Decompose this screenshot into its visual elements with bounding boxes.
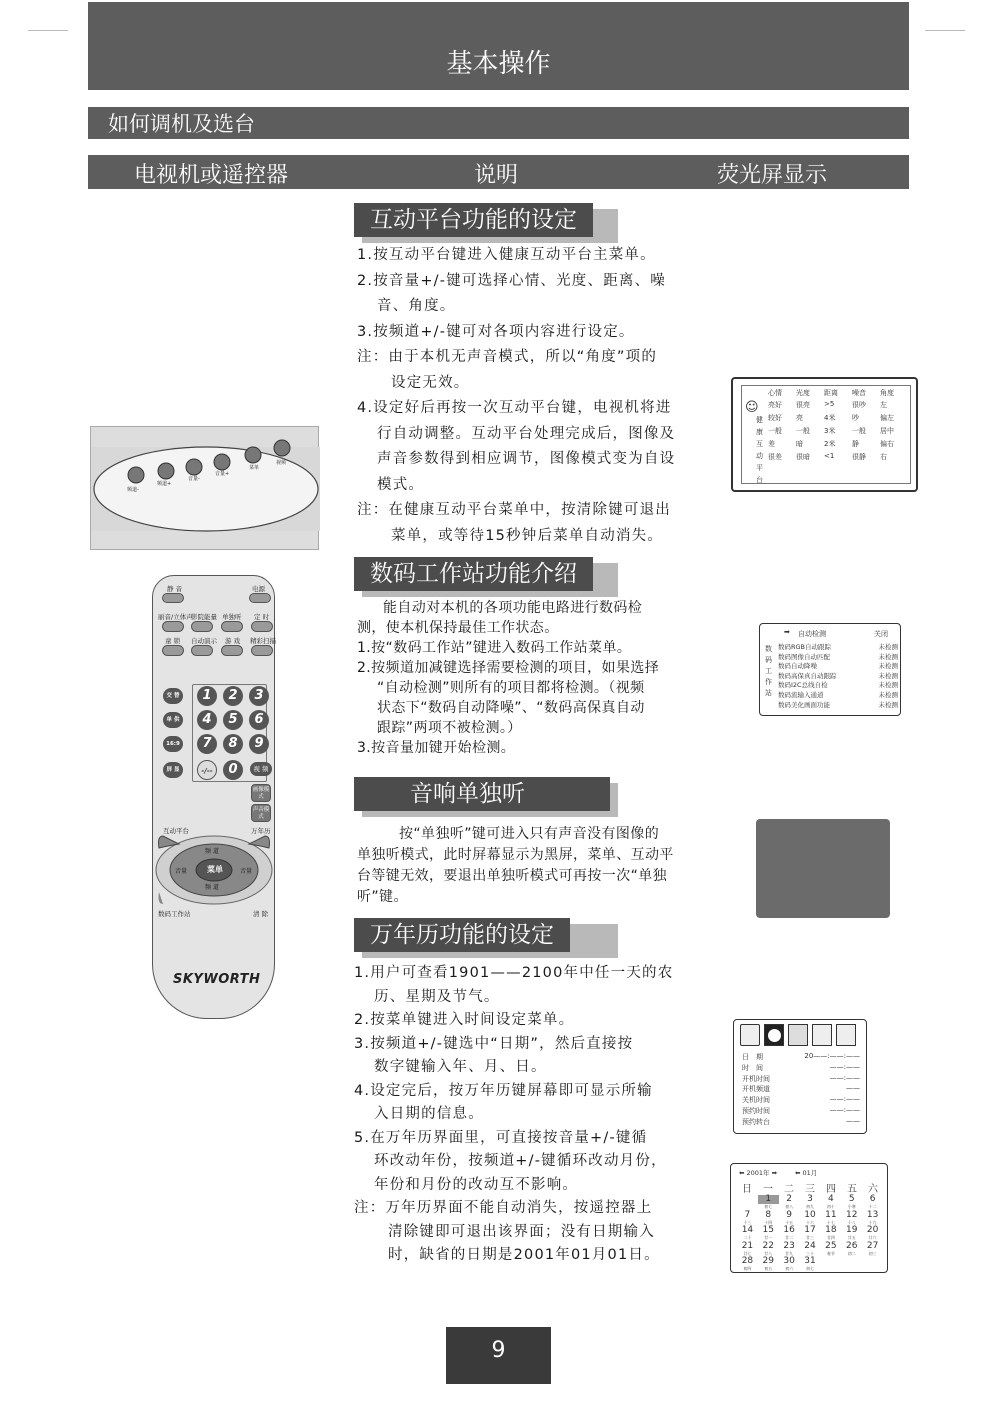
digital-items-list: [778, 642, 898, 709]
panel-button-label: 音量-: [188, 476, 200, 482]
table-cell: 吵: [852, 414, 859, 422]
digit-key[interactable]: 1: [197, 686, 217, 706]
remote-left-key[interactable]: 单 供: [163, 712, 183, 728]
table-cell: 偏左: [880, 414, 894, 422]
calendar-day-number: 6: [869, 1194, 876, 1204]
list-item: [742, 1052, 860, 1063]
table-header-cell: 光度: [796, 389, 810, 397]
screen-side-label: 健康互动平台: [756, 416, 763, 484]
calendar-lunar-label: 小寒: [847, 1204, 856, 1209]
calendar-weekday: 四: [826, 1184, 836, 1195]
calendar-day-cell: [737, 1211, 758, 1227]
calendar-day-cell: [820, 1226, 841, 1242]
calendar-weekdays: [737, 1180, 883, 1195]
calendar-day-cell: [779, 1242, 800, 1258]
calendar-day-cell: [758, 1257, 779, 1273]
panel-button-label: 菜单: [249, 465, 260, 471]
calendar-day-number: 11: [825, 1209, 837, 1220]
page-number: 9: [446, 1327, 551, 1384]
panel-button-label: 音量+: [215, 471, 230, 477]
list-item-status: 未检测: [878, 700, 898, 709]
calendar-day-number: 20: [866, 1225, 879, 1235]
panel-button[interactable]: [245, 447, 261, 463]
time-row-value: ——: [846, 1116, 860, 1125]
table-cell: 暗: [796, 440, 803, 448]
list-item-label: 数码自动降噪: [778, 662, 817, 671]
section-calendar-text: 1.用户可查看1901——2100年中任一天的农 历、星期及节气。 2.按菜单键进入时间设定菜单。 3.按频道+/-键选中“日期”，然后直接按 数字键输入年、月、日。 4.设定完后，按万年历键屏幕即可显示所输 入日期的信息。 5.在万年历界面里，可直接按音量+/-键循 环改动年份，按频道+/-键循环改动月份， 年份和月份的改动互不影响。 注：万年历界面不能自动消失，按遥控器上 清除键即可退出该界面；没有日期输入 时，缺省的日期是2001年01月01日。: [354, 965, 674, 1263]
digit-key[interactable]: 4: [197, 710, 217, 730]
calendar-day-cell: [862, 1226, 883, 1242]
calendar-day-cell: [737, 1226, 758, 1242]
audio-only-button[interactable]: [221, 621, 243, 632]
calendar-day-number: 3: [807, 1194, 813, 1204]
calendar-lunar-label: 初四: [743, 1266, 752, 1271]
calendar-day-cell: [841, 1257, 862, 1273]
channel-up-label: 频 道: [205, 848, 219, 855]
panel-button-label: 频道-: [127, 487, 139, 493]
time-row-value: ——:——: [829, 1095, 860, 1104]
list-item-status: 未检测: [878, 643, 898, 651]
list-item: [778, 700, 898, 710]
screen-calendar: [730, 1163, 888, 1273]
calendar-day-number: 10: [804, 1209, 816, 1220]
screen-interactive-platform: [731, 377, 918, 492]
list-item-status: 未检测: [878, 652, 898, 661]
column-header-screen: 荧光屏显示: [717, 163, 828, 188]
calendar-day-number: 31: [804, 1256, 816, 1266]
calendar-day-cell: [800, 1195, 821, 1211]
time-row-value: ——:——: [829, 1105, 860, 1114]
crop-mark-right: [925, 30, 965, 31]
calendar-day-cell: [758, 1195, 779, 1211]
list-item-label: 数码I2C总线自检: [778, 681, 828, 690]
calendar-day-number: 23: [783, 1240, 795, 1251]
clear-label: 清 除: [253, 910, 269, 918]
digit-key[interactable]: 8: [223, 734, 243, 754]
scan-button[interactable]: [251, 645, 273, 656]
calendar-month: ⬅ 01月: [795, 1169, 818, 1177]
time-row-value: ——: [846, 1084, 860, 1093]
table-cell: 居中: [880, 427, 894, 435]
time-row-label: 日 期: [742, 1053, 763, 1061]
interactive-table-header: [768, 388, 910, 400]
section-bar: [88, 107, 909, 139]
calendar-lunar-label: 初五: [764, 1266, 773, 1271]
panel-button[interactable]: [214, 454, 230, 470]
calendar-weekday: 一: [763, 1184, 773, 1195]
table-cell: 亮好: [768, 401, 782, 409]
calendar-day-number: 9: [786, 1209, 792, 1220]
table-cell: 一般: [768, 427, 782, 435]
calendar-day-number: 29: [762, 1256, 774, 1266]
calendar-day-cell: [800, 1257, 821, 1273]
page-title-bar: [88, 2, 909, 90]
calendar-day-cell: [800, 1242, 821, 1258]
calendar-day-cell: [779, 1257, 800, 1273]
remote-left-key[interactable]: 交 替: [163, 688, 183, 704]
arrow-right-icon: ➡: [784, 628, 790, 636]
calendar-day-cell: [862, 1211, 883, 1227]
calendar-day-cell: [841, 1226, 862, 1242]
demo-button[interactable]: [191, 645, 213, 656]
calendar-weekday: 五: [847, 1184, 857, 1195]
digit-key[interactable]: 5: [223, 710, 243, 730]
calendar-lunar-label: 初六: [785, 1266, 794, 1271]
table-header-cell: 距离: [824, 389, 838, 397]
calendar-lunar-label: 十八: [847, 1219, 856, 1225]
table-row: [768, 400, 910, 413]
mute-button[interactable]: [162, 593, 184, 603]
clock-icon: [764, 1024, 784, 1046]
time-row-value: 20——:——:——: [804, 1052, 860, 1060]
calendar-day-number: 17: [804, 1225, 816, 1235]
table-cell: 一般: [796, 427, 810, 435]
sound-mode-button[interactable]: 声音模式: [251, 804, 271, 822]
list-item-status: 未检测: [878, 690, 898, 699]
calendar-day-number: 7: [744, 1209, 751, 1220]
time-row-label: 时 间: [742, 1063, 763, 1072]
table-cell: 偏右: [880, 440, 894, 448]
list-item: [742, 1063, 860, 1074]
calendar-day-cell: [862, 1257, 883, 1273]
time-settings-list: [742, 1052, 860, 1128]
tv-icon: [740, 1024, 760, 1046]
digit-key[interactable]: 9: [249, 734, 269, 754]
calendar-day-number: 19: [845, 1225, 858, 1235]
calendar-lunar-label: 初八: [785, 1204, 794, 1209]
calendar-day-cell: [820, 1242, 841, 1258]
panel-button-label: 频道+: [157, 481, 172, 487]
table-cell: 差: [768, 440, 775, 448]
table-cell: <1: [824, 452, 835, 460]
crop-mark-left: [28, 30, 68, 31]
calendar-year: ⬅ 2001年 ➡: [739, 1169, 778, 1177]
remote-label: 自动演示: [191, 637, 217, 645]
calendar-day-cell: [841, 1242, 862, 1258]
table-cell: 亮: [796, 414, 803, 422]
time-row-label: 预约转台: [742, 1117, 770, 1126]
list-item: [778, 652, 898, 662]
remote-label: 丽音/立体声: [158, 613, 193, 621]
calendar-weekday: 三: [805, 1184, 815, 1195]
panel-button-label: 视频: [276, 460, 287, 466]
table-cell: 右: [880, 453, 887, 461]
picture-mode-button[interactable]: 画像模式: [251, 784, 271, 802]
calendar-day-cell: [758, 1226, 779, 1242]
calendar-lunar-label: 三十: [805, 1250, 814, 1256]
digit-key[interactable]: 0: [223, 760, 243, 780]
list-item: [778, 661, 898, 671]
column-header-description: 说明: [474, 163, 519, 188]
calendar-day-number: 16: [783, 1225, 795, 1235]
calendar-day-cell: [862, 1242, 883, 1258]
calendar-weekday: 日: [742, 1184, 752, 1195]
calendar-day-number: 27: [866, 1240, 879, 1251]
calendar-day-cell: [737, 1195, 758, 1211]
remote-label: 定 时: [254, 613, 270, 621]
calendar-day-cell: [820, 1195, 841, 1211]
menu-label: 菜单: [207, 865, 223, 874]
picture-icon: [788, 1024, 808, 1046]
calendar-day-number: 25: [825, 1240, 837, 1251]
list-item: [742, 1117, 860, 1128]
calendar-day-number: 2: [786, 1194, 792, 1204]
table-header-cell: 噪音: [852, 389, 866, 397]
calendar-day-cell: [841, 1211, 862, 1227]
digit-key[interactable]: -/--: [197, 760, 217, 780]
calendar-day-cell: [779, 1211, 800, 1227]
table-cell: 很暗: [796, 453, 810, 461]
calendar-lunar-label: 二十: [743, 1235, 752, 1240]
column-header: [88, 155, 909, 189]
calendar-day-cell: [758, 1211, 779, 1227]
calendar-lunar-label: 初三: [868, 1250, 877, 1256]
calendar-lunar-label: 廿八: [764, 1250, 773, 1256]
panel-button[interactable]: [128, 467, 144, 483]
time-row-value: ——:——: [829, 1073, 860, 1082]
calendar-day-number: 21: [741, 1240, 754, 1251]
calendar-lunar-label: 廿五: [847, 1235, 856, 1240]
digit-key[interactable]: 2: [223, 686, 243, 706]
calendar-day-number: 1: [758, 1195, 779, 1204]
screen-digital-station: [759, 623, 901, 716]
table-cell: 2米: [824, 440, 836, 448]
table-cell: 一般: [852, 427, 866, 435]
calendar-day-number: 12: [845, 1209, 858, 1220]
calendar-day-number: 18: [825, 1225, 837, 1235]
list-item-status: 未检测: [878, 662, 898, 671]
calendar-lunar-label: 初九: [805, 1204, 814, 1209]
volume-up-label: 音量: [240, 868, 253, 875]
list-item: [778, 671, 898, 681]
time-row-value: ——:——: [829, 1062, 860, 1071]
calendar-day-number: 28: [741, 1256, 754, 1266]
time-row-label: 开机频道: [742, 1085, 770, 1094]
calendar-lunar-label: 廿六: [868, 1235, 877, 1240]
calendar-day-cell: [737, 1242, 758, 1258]
calendar-day-cell: [737, 1257, 758, 1273]
calendar-lunar-label: 十二: [868, 1204, 877, 1209]
calendar-lunar-label: 廿七: [743, 1250, 752, 1256]
interactive-table: [768, 388, 910, 465]
calendar-lunar-label: 廿四: [826, 1235, 835, 1240]
list-item: [742, 1084, 860, 1095]
time-row-label: 预约时间: [742, 1106, 770, 1115]
stereo-button[interactable]: [162, 621, 184, 632]
table-header-cell: 心情: [768, 389, 782, 397]
calendar-lunar-label: 初十: [826, 1204, 835, 1209]
remote-label: 童 锁: [165, 637, 181, 645]
child-lock-button[interactable]: [162, 645, 184, 656]
calendar-lunar-label: 十三: [743, 1219, 752, 1225]
remote-control: [152, 575, 275, 1019]
digital-top-status: 关闭: [874, 630, 888, 638]
time-row-label: 关机时间: [742, 1096, 770, 1105]
list-item: [778, 642, 898, 652]
calendar-day-cell: [758, 1242, 779, 1258]
calendar-lunar-label: 十九: [868, 1219, 877, 1225]
calendar-lunar-label: 廿一: [764, 1235, 773, 1240]
table-cell: 3米: [824, 427, 836, 435]
panel-button[interactable]: [186, 459, 202, 475]
volume-down-label: 音量: [175, 868, 188, 875]
calendar-day-number: 24: [804, 1240, 816, 1251]
list-item: [742, 1106, 860, 1117]
calendar-grid: [737, 1195, 883, 1273]
power-button[interactable]: [249, 593, 271, 603]
calendar-day-cell: [862, 1195, 883, 1211]
antenna-icon: [812, 1024, 832, 1046]
list-item-label: 数码RGB自动跟踪: [778, 643, 832, 651]
screen-time-settings: [733, 1019, 867, 1134]
calendar-day-cell: [800, 1226, 821, 1242]
list-item: [778, 690, 898, 700]
calendar-lunar-label: 廿九: [785, 1250, 794, 1256]
column-header-device: 电视机或遥控器: [134, 163, 289, 188]
game-button[interactable]: [221, 645, 243, 656]
remote-label: 精彩扫描: [250, 637, 276, 645]
table-cell: 很吵: [852, 401, 866, 409]
table-cell: 很亮: [796, 401, 810, 409]
interactive-label: 互动平台: [163, 827, 189, 835]
digit-key[interactable]: 7: [197, 734, 217, 754]
calendar-day-number: 5: [848, 1194, 855, 1204]
calendar-label: 万年历: [251, 827, 271, 835]
brand-logo: SKYWORTH: [173, 972, 261, 987]
table-row: [768, 426, 910, 439]
panel-button[interactable]: [158, 463, 174, 479]
calendar-lunar-label: 十四: [764, 1219, 773, 1225]
page-subtitle: 如何调机及选台: [108, 112, 255, 136]
calendar-day-cell: [800, 1211, 821, 1227]
calendar-lunar-label: 初七: [805, 1266, 814, 1271]
calendar-lunar-label: 廿二: [785, 1235, 794, 1240]
section-audio-only-text: 按“单独听”键可进入只有声音没有图像的 单独听模式，此时屏幕显示为黑屏，菜单、互动平 台等键无效，要退出单独听模式可再按一次“单独 听”键。: [357, 826, 674, 905]
table-cell: 较好: [768, 414, 782, 422]
digital-station-label: 数码工作站: [158, 910, 191, 918]
calendar-day-cell: [779, 1195, 800, 1211]
calendar-day-number: 30: [783, 1256, 795, 1266]
list-item-label: 数码美化画面功能: [778, 700, 830, 709]
power-label: 电源: [252, 585, 265, 593]
calendar-day-cell: [820, 1257, 841, 1273]
remote-left-key[interactable]: 屏 显: [163, 762, 183, 778]
screen-black: [756, 819, 890, 918]
calendar-day-cell: [820, 1211, 841, 1227]
channel-down-label: 频 道: [205, 884, 219, 891]
calendar-weekday: 二: [784, 1184, 794, 1195]
table-row: [768, 439, 910, 452]
equalizer-icon: [836, 1024, 856, 1046]
table-cell: 左: [880, 401, 887, 409]
calendar-day-number: 8: [765, 1209, 772, 1220]
mute-label: 静 音: [167, 585, 183, 593]
list-item: [742, 1095, 860, 1106]
table-cell: 静: [852, 440, 859, 448]
calendar-lunar-label: 初二: [847, 1250, 856, 1256]
calendar-lunar-label: 十六: [805, 1219, 814, 1225]
calendar-weekday: 六: [868, 1184, 878, 1195]
calendar-day-cell: [779, 1226, 800, 1242]
calendar-lunar-label: 初七: [764, 1204, 773, 1209]
time-row-label: 开机时间: [742, 1074, 770, 1083]
list-item-label: 数码高保真自动跟踪: [778, 671, 837, 680]
table-header-cell: 角度: [880, 389, 894, 397]
cinema-button[interactable]: [191, 621, 213, 632]
calendar-day-number: 26: [845, 1240, 858, 1251]
calendar-day-cell: [841, 1195, 862, 1211]
page-title: 基本操作: [446, 48, 551, 79]
digital-top-item: 自动检测: [798, 630, 826, 638]
table-row: [768, 452, 910, 465]
digit-key[interactable]: 3: [249, 686, 269, 706]
timer-button[interactable]: [251, 621, 273, 632]
calendar-lunar-label: 十五: [785, 1219, 794, 1225]
list-item-status: 未检测: [878, 681, 898, 690]
digit-key[interactable]: 6: [249, 710, 269, 730]
panel-button[interactable]: [274, 440, 290, 456]
table-row: [768, 413, 910, 426]
section-interactive-text: 1.按互动平台键进入健康互动平台主菜单。 2.按音量+/-键可选择心情、光度、距离、噪 音、角度。 3.按频道+/-键可对各项内容进行设定。 注：由于本机无声音模式，所以“角度”项的 设定无效。 4.设定好后再按一次互动平台键，电视机将进 行自动调整。互动平台处理完成后，图像及 声音参数得到相应调节，图像模式变为自设 模式。 注：在健康互动平台菜单中，按清除键可退出 菜单，或等待15秒钟后菜单自动消失。: [357, 247, 676, 544]
calendar-day-number: 13: [866, 1209, 879, 1220]
calendar-lunar-label: 十七: [826, 1219, 835, 1225]
list-item: [742, 1074, 860, 1085]
menu-icon-row: [740, 1024, 860, 1049]
remote-left-key[interactable]: 16:9: [163, 736, 183, 752]
calendar-day-number: 14: [741, 1225, 754, 1235]
screen-side-label: 数码工作站: [765, 645, 772, 697]
remote-label: 游 戏: [225, 637, 241, 645]
calendar-lunar-label: 廿三: [805, 1235, 814, 1240]
smiley-icon: ☺: [745, 400, 759, 415]
tv-front-panel: [90, 426, 319, 550]
calendar-day-number: 15: [762, 1225, 774, 1235]
list-item-status: 未检测: [878, 671, 898, 680]
section-digital-station-text: 能自动对本机的各项功能电路进行数码检 测，使本机保持最佳工作状态。 1.按“数码工作站”键进入数码工作站菜单。 2.按频道加减键选择需要检测的项目，如果选择 “自动检测”则所有的项目都将检测。（视频 状态下“数码自动降噪”、“数码高保真自动 跟踪”两项不被检测。） 3.按音量加键开始检测。: [357, 600, 660, 756]
table-cell: 4米: [824, 414, 836, 422]
list-item: [778, 680, 898, 690]
calendar-day-number: 22: [762, 1240, 774, 1251]
list-item-label: 数码图像自动匹配: [778, 652, 830, 661]
table-cell: 很静: [852, 453, 866, 461]
table-cell: 很差: [768, 453, 782, 461]
video-button[interactable]: 视 频: [250, 762, 272, 776]
calendar-lunar-label: 春节: [826, 1250, 835, 1256]
table-cell: >5: [824, 400, 835, 408]
list-item-label: 数码流输入通道: [778, 690, 824, 699]
remote-label: 单独听: [222, 613, 242, 621]
remote-label: 影院能量: [191, 613, 217, 621]
calendar-day-number: 4: [827, 1194, 834, 1204]
